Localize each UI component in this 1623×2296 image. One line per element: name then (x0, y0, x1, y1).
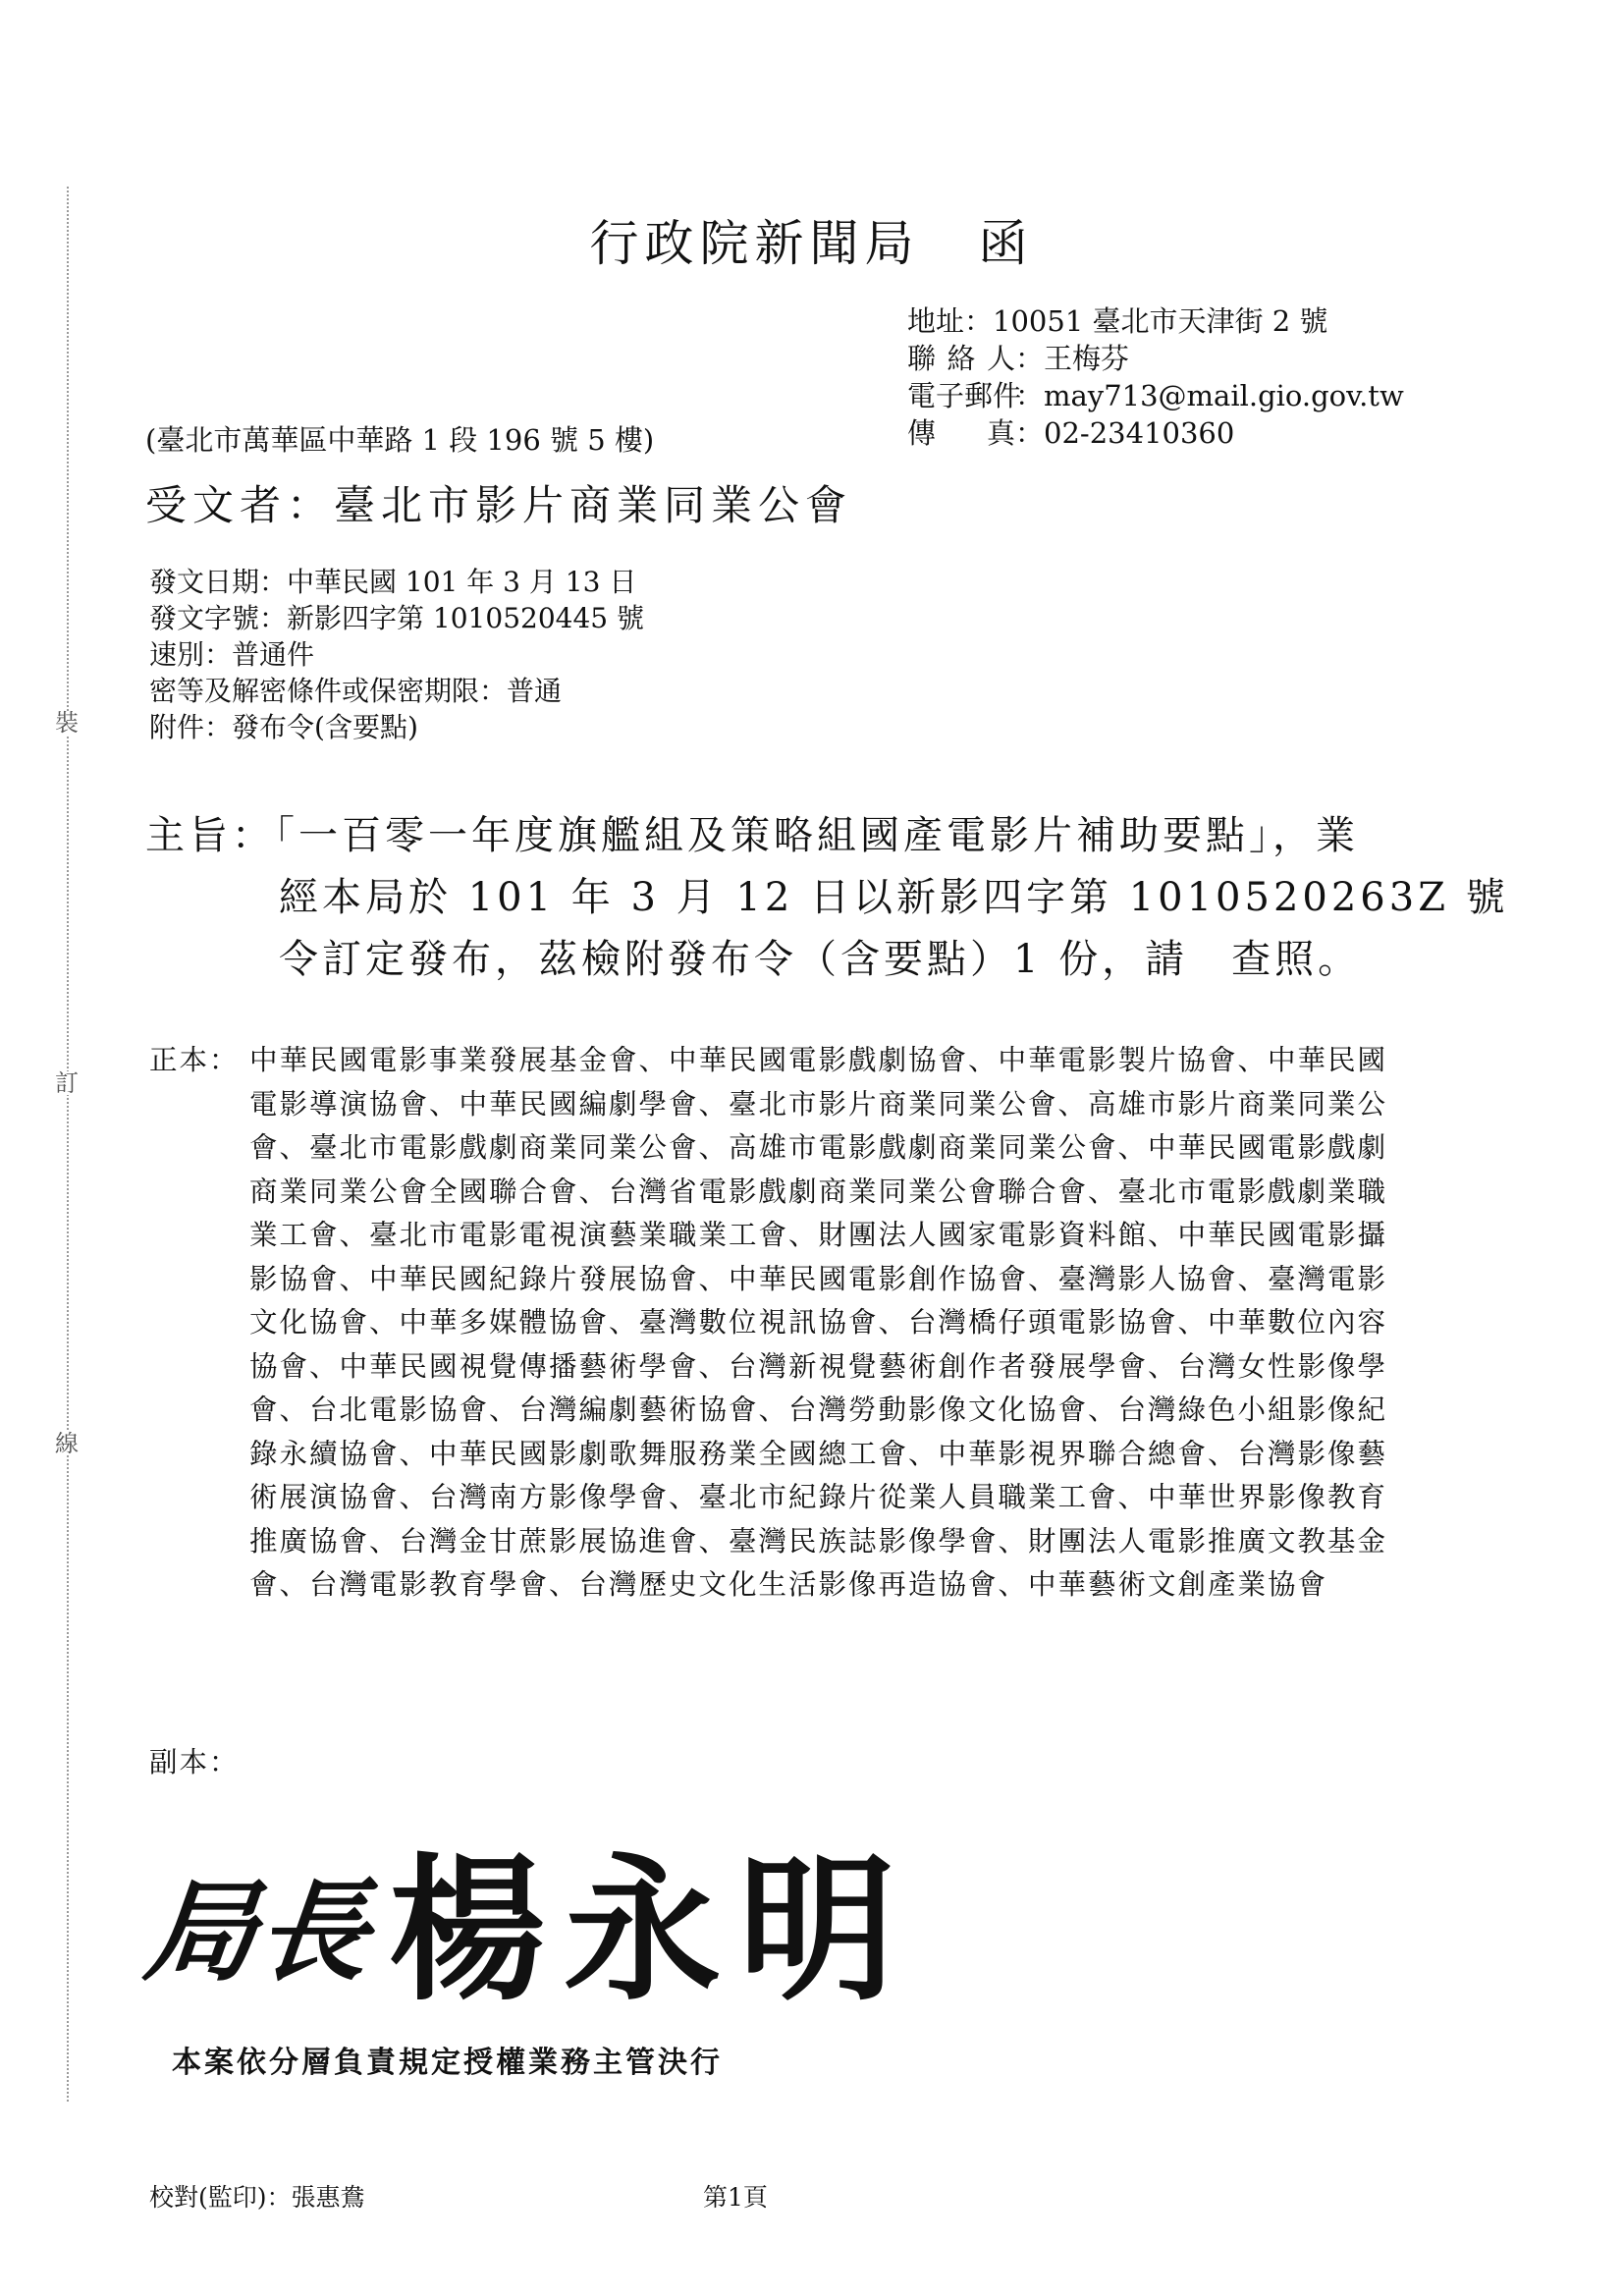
binding-mark-line: 線 (55, 1430, 79, 1457)
meta-date: 發文日期：中華民國 101 年 3 月 13 日 (149, 566, 637, 598)
subject-line-3: 令訂定發布，茲檢附發布令（含要點）1 份，請 查照。 (279, 937, 1362, 982)
contact-fax: 傳 真：02-23410360 (907, 416, 1235, 450)
document-type: 函 (978, 215, 1034, 272)
subject-block (145, 805, 1509, 991)
agency-name: 行政院新聞局 (589, 215, 920, 272)
contact-email-value: may713@mail.gio.gov.tw (1044, 379, 1404, 412)
contact-person: 聯 絡 人：王梅芬 (907, 342, 1130, 375)
meta-secret-label: 密等及解密條件或保密期限 (149, 675, 480, 707)
distribution-main-list: 中華民國電影事業發展基金會、中華民國電影戲劇協會、中華電影製片協會、中華民國電影導演協會、中華民國編劇學會、臺北市影片商業同業公會、高雄市影片商業同業公會、臺北市電影戲劇商業同業公會、高雄市電影戲劇商業同業公會、中華民國電影戲劇商業同業公會全國聯合會、台灣省電影戲劇商業同業公會聯合會、臺北市電影戲劇業職業工會、臺北市電影電視演藝業職業工會、財團法人國家電影資料館、中華民國電影攝影協會、中華民國紀錄片發展協會、中華民國電影創作協會、臺灣影人協會、臺灣電影文化協會、中華多媒體協會、臺灣數位視訊協會、台灣橋仔頭電影協會、中華數位內容協會、中華民國視覺傳播藝術學會、台灣新視覺藝術創作者發展學會、台灣女性影像學會、台北電影協會、台灣編劇藝術協會、台灣勞動影像文化協會、台灣綠色小組影像紀錄永續協會、中華民國影劇歌舞服務業全國總工會、中華影視界聯合總會、台灣影像藝術展演協會、台灣南方影像學會、臺北市紀錄片從業人員職業工會、中華世界影像教育推廣協會、台灣金甘蔗影展協進會、臺灣民族誌影像學會、財團法人電影推廣文教基金會、台灣電影教育學會、台灣歷史文化生活影像再造協會、中華藝術文創產業協會 (249, 1044, 1388, 1601)
contact-address-label: 地址 (907, 304, 965, 338)
document-title (0, 204, 1623, 275)
contact-person-value: 王梅芬 (1044, 342, 1130, 375)
recipient-line: 受文者：臺北市影片商業同業公會 (145, 481, 853, 529)
distribution-main (149, 1039, 1416, 1608)
contact-address: 地址：10051 臺北市天津街 2 號 (907, 304, 1328, 338)
meta-number: 發文字號：新影四字第 1010520445 號 (149, 602, 644, 634)
signature-stamp (139, 1822, 992, 2022)
page-number: 第1頁 (703, 2183, 768, 2212)
subject-label: 主旨： (145, 813, 275, 858)
meta-secret-value: 普通 (507, 675, 563, 707)
subject-line-1 (145, 805, 1392, 867)
meta-date-value: 中華民國 101 年 3 月 13 日 (287, 566, 637, 598)
contact-address-value: 10051 臺北市天津街 2 號 (993, 304, 1328, 338)
subject-text-1: 「一百零一年度旗艦組及策略組國產電影片補助要點」，業 (275, 813, 1359, 858)
binding-mark-staple: 訂 (55, 1069, 79, 1097)
contact-block (907, 302, 1404, 452)
contact-fax-value: 02-23410360 (1044, 416, 1235, 450)
delegation-note: 本案依分層負責規定授權業務主管決行 (172, 2046, 723, 2080)
subject-line-2: 經本局於 101 年 3 月 12 日以新影四字第 1010520263Z 號 (279, 875, 1509, 920)
recipient-name: 臺北市影片商業同業公會 (334, 481, 853, 529)
recipient-label: 受文者 (145, 481, 288, 529)
meta-number-value: 新影四字第 1010520445 號 (287, 602, 644, 634)
contact-email: 電子郵件：may713@mail.gio.gov.tw (907, 379, 1404, 412)
recipient-address: (臺北市萬華區中華路 1 段 196 號 5 樓) (145, 423, 655, 457)
signature-name: 楊永明 (389, 1837, 914, 2022)
meta-date-label: 發文日期 (149, 566, 260, 598)
binding-mark-bind: 裝 (55, 709, 79, 737)
document-meta (149, 564, 644, 745)
contact-fax-label: 傳 真 (907, 416, 1015, 450)
binding-line (67, 187, 69, 2102)
meta-speed-value: 普通件 (232, 638, 315, 671)
contact-email-label: 電子郵件 (907, 379, 1022, 412)
meta-attachment-value: 發布令(含要點) (232, 711, 418, 743)
contact-person-label: 聯 絡 人 (907, 342, 1015, 375)
meta-attachment-label: 附件 (149, 711, 205, 743)
distribution-main-label: 正本： (149, 1044, 240, 1076)
meta-speed-label: 速別 (149, 638, 205, 671)
proofreader-note: 校對(監印)：張惠鴦 (149, 2183, 365, 2212)
meta-secret: 密等及解密條件或保密期限：普通 (149, 675, 563, 707)
meta-speed: 速別：普通件 (149, 638, 315, 671)
meta-attachment: 附件：發布令(含要點) (149, 711, 418, 743)
distribution-copy-label: 副本： (149, 1746, 240, 1778)
signature-title: 局長 (139, 1868, 377, 1996)
meta-number-label: 發文字號 (149, 602, 260, 634)
